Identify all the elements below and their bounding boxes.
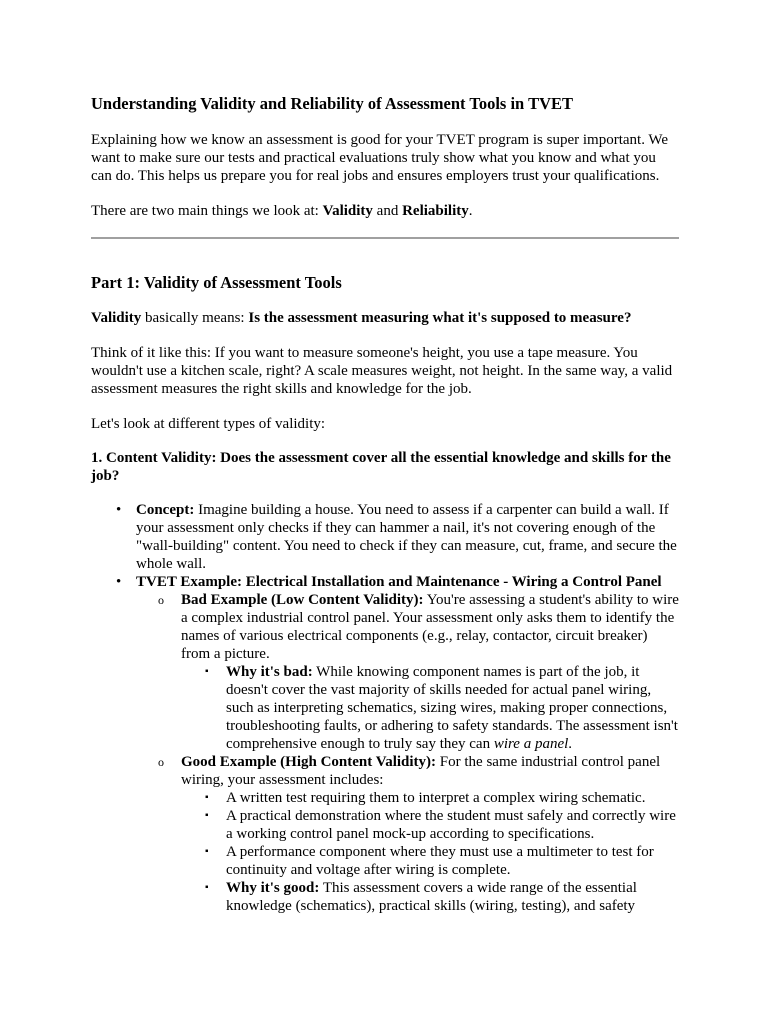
good-item-text: A performance component where they must use a multimeter to test for continuity and voltage after wiring is complete.: [226, 844, 654, 878]
validity-term: Validity: [322, 203, 373, 219]
main-things-prefix: There are two main things we look at:: [91, 203, 323, 219]
square-bullet-icon: ▪: [205, 792, 209, 803]
types-intro: Let's look at different types of validity:: [91, 416, 326, 432]
list-item-tvet-example: [116, 573, 679, 915]
document-page: [91, 94, 679, 915]
circle-bullet-icon: o: [158, 593, 164, 607]
why-bad-text: While knowing component names is part of the job, it doesn't cover the vast majority of skills needed for actual panel wiring, such as interpreting schematics, sizing wires, making proper connections, troubleshooting faults, or adhering to safety standards. The assessment isn't comprehensive enough to truly say they can: [226, 664, 678, 752]
square-bullet-icon: ▪: [205, 846, 209, 857]
square-bullet-icon: ▪: [205, 882, 209, 893]
validity-def-term: Validity: [91, 310, 142, 326]
good-example-sublist: [201, 789, 679, 915]
validity-definition: [91, 309, 679, 327]
good-example-text: For the same industrial control panel wiring, your assessment includes:: [181, 754, 661, 788]
reliability-term: Reliability: [402, 203, 469, 219]
part1-heading: Part 1: Validity of Assessment Tools: [91, 273, 342, 292]
list-item: [201, 843, 679, 879]
list-item-bad-example: [156, 591, 679, 753]
square-bullet-icon: ▪: [205, 810, 209, 821]
why-bad-emphasis: wire a panel: [493, 736, 569, 752]
why-bad-end: .: [568, 736, 573, 752]
why-good-label: Why it's good:: [226, 880, 320, 896]
validity-def-mid: basically means:: [141, 310, 249, 326]
good-example-label: Good Example (High Content Validity):: [181, 754, 437, 770]
good-item-text: A written test requiring them to interpret a complex wiring schematic.: [226, 790, 646, 806]
list-item: [201, 789, 679, 807]
intro-paragraph: Explaining how we know an assessment is good for your TVET program is super important. We want to make sure our tests and practical evaluations truly show what you know and what you can do. This helps us prepare you for real jobs and ensures employers trust your qualifications.: [91, 132, 669, 184]
list-item-why-good: [201, 879, 679, 915]
example-sublist: [156, 591, 679, 915]
analogy-paragraph: Think of it like this: If you want to measure someone's height, you use a tape measure. You wouldn't use a kitchen scale, right? A scale measures weight, not height. In the same way, a valid assessment measures the right skills and knowledge for the job.: [91, 345, 673, 397]
bad-example-label: Bad Example (Low Content Validity):: [181, 592, 424, 608]
circle-bullet-icon: o: [158, 755, 164, 769]
tvet-example-label: TVET Example: Electrical Installation and Maintenance - Wiring a Control Panel: [136, 574, 662, 590]
content-validity-list: [116, 501, 679, 915]
square-bullet-icon: ▪: [205, 666, 209, 677]
good-item-text: A practical demonstration where the student must safely and correctly wire a working control panel mock-up according to specifications.: [226, 808, 676, 842]
and-text: and: [372, 203, 403, 219]
list-item-concept: [116, 501, 679, 573]
content-validity-heading-text: 1. Content Validity: Does the assessment cover all the essential knowledge and skills for the job?: [91, 450, 671, 484]
list-item-why-bad: [201, 663, 679, 753]
concept-text: Imagine building a house. You need to assess if a carpenter can build a wall. If your assessment only checks if they can hammer a nail, it's not covering enough of the "wall-building" content. You need to check if they can measure, cut, frame, and secure the whole wall.: [136, 502, 677, 572]
list-item: [201, 807, 679, 843]
why-bad-label: Why it's bad:: [226, 664, 313, 680]
bad-example-text: You're assessing a student's ability to wire a complex industrial control panel. Your assessment only asks them to identify the names of various electrical components (e.g., relay, contactor, circuit breaker) from a picture.: [181, 592, 679, 662]
concept-label: Concept:: [136, 502, 195, 518]
list-item-good-example: [156, 753, 679, 915]
main-things-paragraph: [91, 202, 679, 220]
section-divider: [91, 237, 679, 239]
disc-bullet-icon: •: [116, 574, 122, 590]
validity-def-question: Is the assessment measuring what it's supposed to measure?: [248, 310, 632, 326]
document-title: Understanding Validity and Reliability of Assessment Tools in TVET: [91, 94, 573, 113]
period: .: [468, 203, 473, 219]
bad-example-sublist: [201, 663, 679, 753]
disc-bullet-icon: •: [116, 502, 122, 518]
why-good-text: This assessment covers a wide range of the essential knowledge (schematics), practical skills (wiring, testing), and safety: [226, 880, 637, 914]
content-validity-heading: [91, 449, 679, 485]
